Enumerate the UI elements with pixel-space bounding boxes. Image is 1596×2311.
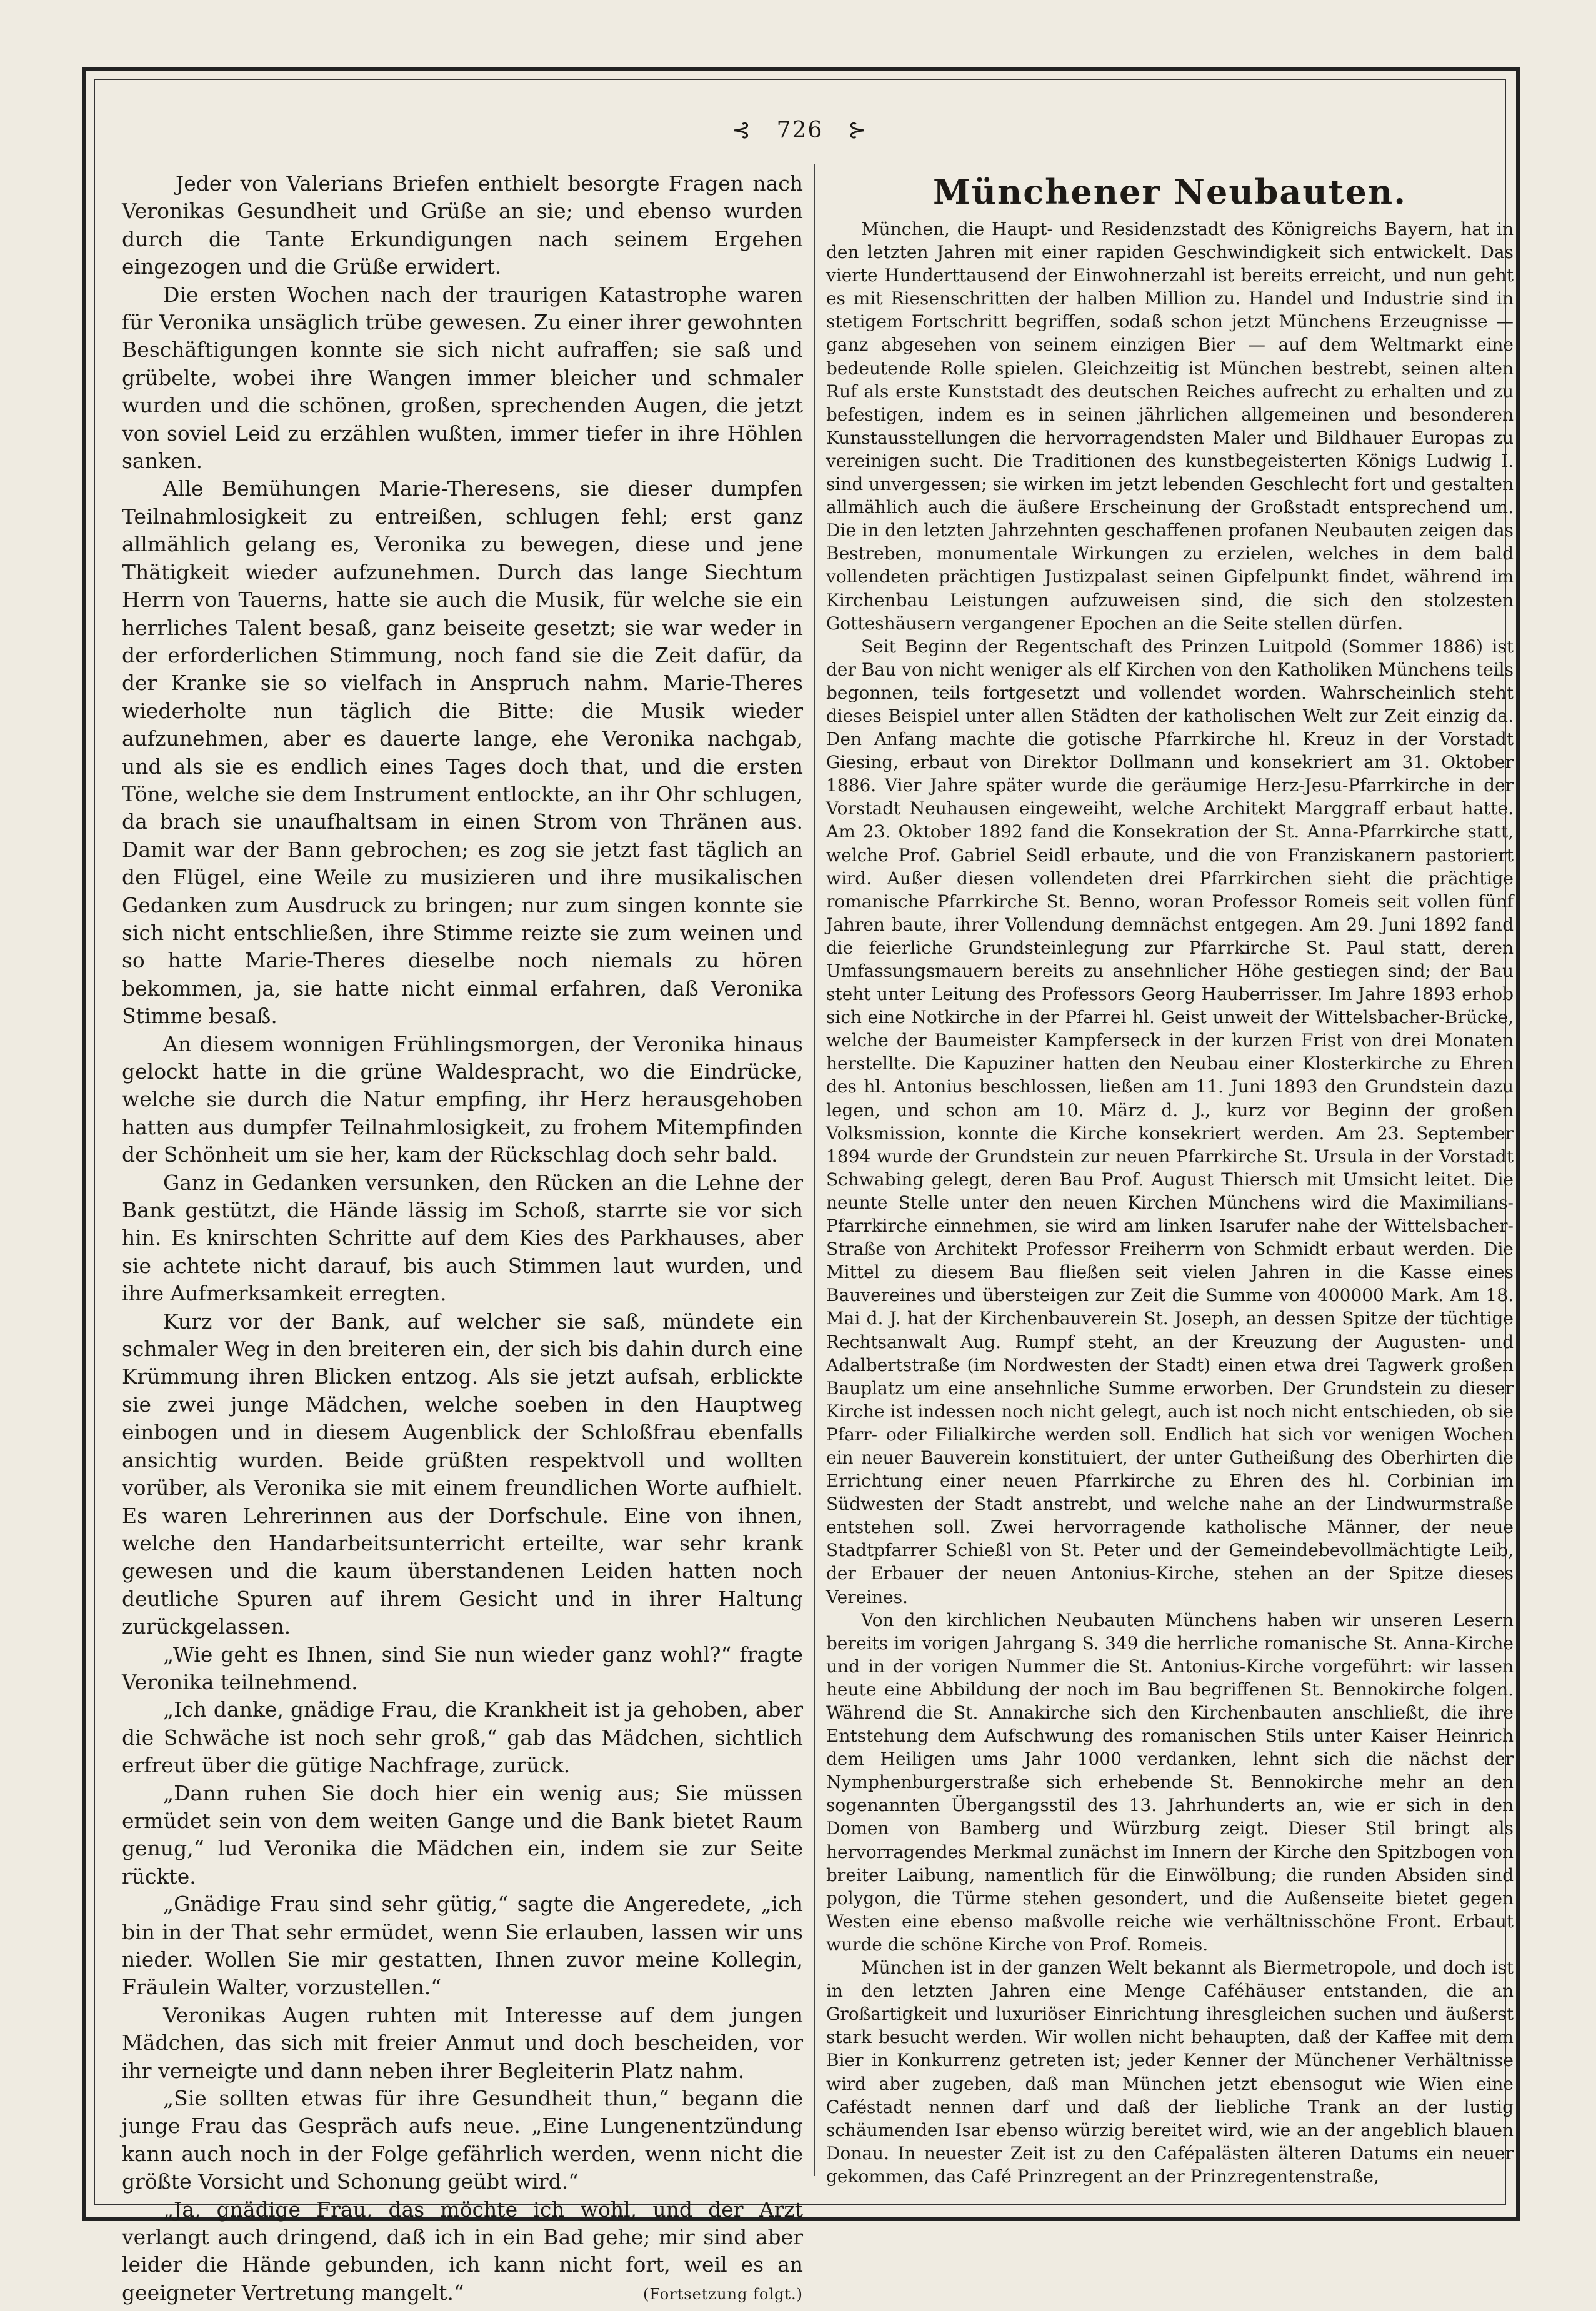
column-divider — [814, 164, 815, 2176]
article-title: Münchener Neubauten. — [932, 172, 1407, 212]
page-number-header — [719, 117, 881, 143]
story-paragraph — [122, 2196, 803, 2307]
story-paragraph: Kurz vor der Bank, auf welcher sie saß, mündete ein schmaler Weg in den breiteren ein, der sich bis dahin durch eine Krümmung ihren Blicken entzog. Als sie jetzt aufsah, erblickte sie zwei junge Mädchen, welche soeben in den Hauptweg einbogen und in diesem Augenblick der Schloßfrau ebenfalls ansichtig wurden. Beide grüßten respektvoll und wollten vorüber, als Veronika sie mit einem freundlichen Worte aufhielt. Es waren Lehrerinnen aus der Dorfschule. Eine von ihnen, welche den Handarbeitsunterricht erteilte, war sehr krank gewesen und die kaum überstandenen Leiden hatten noch deutliche Spuren auf ihrem Gesicht und in ihrer Haltung zurückgelassen. — [122, 1309, 803, 1639]
story-paragraph: „Sie sollten etwas für ihre Gesundheit thun,“ begann die junge Frau das Gespräch aufs neue. „Eine Lungenentzündung kann auch noch in der Folge gefährlich werden, wenn nicht die größte Vorsicht und Schonung geübt wird.“ — [122, 2086, 803, 2194]
right-column-article — [826, 170, 1514, 2187]
story-paragraph: Jeder von Valerians Briefen enthielt besorgte Fragen nach Veronikas Gesundheit und Grüße an sie; und ebenso wurden durch die Tante Erkundigungen nach seinem Ergehen eingezogen und die Grüße erwidert. — [122, 171, 803, 279]
story-paragraph: Ganz in Gedanken versunken, den Rücken an die Lehne der Bank gestützt, die Hände lässig im Schoß, starrte sie vor sich hin. Es knirschten Schritte auf dem Kies des Parkhauses, aber sie achtete nicht darauf, bis auch Stimmen laut wurden, und ihre Aufmerksamkeit erregten. — [122, 1170, 803, 1306]
story-paragraph: Veronikas Augen ruhten mit Interesse auf dem jungen Mädchen, das sich mit freier Anmut und doch bescheiden, vor ihr verneigte und dann neben ihrer Begleiterin Platz nahm. — [122, 2002, 803, 2083]
story-paragraph: An diesem wonnigen Frühlingsmorgen, der Veronika hinaus gelockt hatte in die grüne Waldespracht, wo die Eindrücke, welche sie durch die Natur empfing, ihr Herz herausgehoben hatten aus dumpfer Teilnahmlosigkeit, zu frohem Mitempfinden der Schönheit um sie her, kam der Rückschlag doch sehr bald. — [122, 1031, 803, 1167]
ornament-left: ⊰ — [732, 117, 752, 143]
article-paragraph: Von den kirchlichen Neubauten Münchens haben wir unseren Lesern bereits im vorigen Jahrgang S. 349 die herrliche romanische St. Anna-Kirche und in der vorigen Nummer die St. Antonius-Kirche vorgeführt: wir lassen heute eine Abbildung der noch im Bau begriffenen St. Bennokirche folgen. Während die St. Annakirche sich den Kirchenbauten anschließt, die ihre Entstehung dem Aufschwung des romanischen Stils unter Kaiser Heinrich dem Heiligen ums Jahr 1000 verdanken, lehnt sich die nächst der Nymphenburgerstraße sich erhebende St. Bennokirche mehr an den sogenannten Übergangsstil des 13. Jahrhunderts an, wie er sich in den Domen von Bamberg und Würzburg zeigt. Dieser Stil bringt als hervorragendes Merkmal zunächst im Innern der Kirche den Spitzbogen von breiter Laibung, namentlich für die Einwölbung; die runden Absiden sind polygon, die Türme stehen gesondert, und die Außenseite bietet gegen Westen eine ebenso maßvolle reiche wie verhältnisschöne Front. Erbaut wurde die schöne Kirche von Prof. Romeis. — [826, 1609, 1514, 1955]
story-paragraph-text: „Ja, gnädige Frau, das möchte ich wohl, und der Arzt verlangt auch dringend, daß ich in ein Bad gehe; mir sind aber leider die Hände gebunden, ich kann nicht fort, weil es an geeigneter Vertretung mangelt.“ — [122, 2197, 803, 2305]
page-number: 726 — [776, 117, 824, 143]
story-paragraph: „Dann ruhen Sie doch hier ein wenig aus; Sie müssen ermüdet sein von dem weiten Gange und die Bank bietet Raum genug,“ lud Veronika die Mädchen ein, indem sie zur Seite rückte. — [122, 1780, 803, 1889]
article-paragraph: München, die Haupt- und Residenzstadt des Königreichs Bayern, hat in den letzten Jahren mit einer rapiden Geschwindigkeit sich entwickelt. Das vierte Hunderttausend der Einwohnerzahl ist bereits erreicht, und nun geht es mit Riesenschritten der halben Million zu. Handel und Industrie sind in stetigem Fortschritt begriffen, sodaß schon jetzt Münchens Erzeugnisse — ganz abgesehen von seinem einzigen Bier — auf dem Weltmarkt eine bedeutende Rolle spielen. Gleichzeitig ist München bestrebt, seinen alten Ruf als erste Kunststadt des deutschen Reiches aufrecht zu erhalten und zu befestigen, indem es in seinen jährlichen allgemeinen und besonderen Kunstausstellungen die hervorragendsten Maler und Bildhauer Europas zu vereinigen sucht. Die Traditionen des kunstbegeisterten Königs Ludwig I. sind unvergessen; sie wirken im jetzt lebenden Geschlecht fort und gestalten allmählich auch die äußere Erscheinung der Großstadt entsprechend um. Die in den letzten Jahrzehnten geschaffenen profanen Neubauten zeigen das Bestreben, monumentale Wirkungen zu erzielen, welches in dem bald vollendeten prächtigen Justizpalast seinen Gipfelpunkt findet, während im Kirchenbau Leistungen aufzuweisen sind, die sich den stolzesten Gotteshäusern vergangener Epochen an die Seite stellen dürfen. — [826, 219, 1514, 634]
article-paragraph: Seit Beginn der Regentschaft des Prinzen Luitpold (Sommer 1886) ist der Bau von nicht weniger als elf Kirchen von den Katholiken Münchens teils begonnen, teils fortgesetzt und vollendet worden. Wahrscheinlich steht dieses Beispiel unter allen Städten der katholischen Welt zur Zeit einzig da. Den Anfang machte die gotische Pfarrkirche hl. Kreuz in der Vorstadt Giesing, erbaut von Direktor Dollmann und konsekriert am 31. Oktober 1886. Vier Jahre später wurde die geräumige Herz-Jesu-Pfarrkirche in der Vorstadt Neuhausen eingeweiht, welche Architekt Marggraff erbaut hatte. Am 23. Oktober 1892 fand die Konsekration der St. Anna-Pfarrkirche statt, welche Prof. Gabriel Seidl erbaute, und die von Franziskanern pastoriert wird. Außer diesen vollendeten drei Pfarrkirchen sieht die prächtige romanische Pfarrkirche St. Benno, woran Professor Romeis seit vollen fünf Jahren baute, ihrer Vollendung demnächst entgegen. Am 29. Juni 1892 fand die feierliche Grundsteinlegung zur Pfarrkirche St. Paul statt, deren Umfassungsmauern bereits zu ansehnlicher Höhe gestiegen sind; der Bau steht unter Leitung des Professors Georg Hauberrisser. Im Jahre 1893 erhob sich eine Notkirche in der Pfarrei hl. Geist unweit der Wittelsbacher-Brücke, welche der Baumeister Kampferseck in der kurzen Frist von drei Monaten herstellte. Die Kapuziner hatten den Neubau einer Klosterkirche zu Ehren des hl. Antonius beschlossen, ließen am 11. Juni 1893 den Grundstein dazu legen, und schon am 10. März d. J., kurz vor Beginn der großen Volksmission, konnte die Kirche konsekriert werden. Am 23. September 1894 wurde der Grundstein zur neuen Pfarrkirche St. Ursula in der Vorstadt Schwabing gelegt, deren Bau Prof. August Thiersch mit Umsicht leitet. Die neunte Stelle unter den neuen Kirchen Münchens wird die Maximilians-Pfarrkirche einnehmen, sie wird am linken Isarufer nahe der Wittelsbacher-Straße von Architekt Professor Freiherrn von Schmidt erbaut werden. Die Mittel zu diesem Bau fließen seit vielen Jahren in die Kasse eines Bauvereines und übersteigen zur Zeit die Summe von 400000 Mark. Am 18. Mai d. J. hat der Kirchenbauverein St. Joseph, an dessen Spitze der tüchtige Rechtsanwalt Aug. Rumpf steht, an der Kreuzung der Augusten- und Adalbertstraße (im Nordwesten der Stadt) einen etwa drei Tagwerk großen Bauplatz um eine ansehnliche Summe erworben. Der Grundstein zu dieser Kirche ist indessen noch nicht gelegt, auch ist noch nicht entschieden, ob sie Pfarr- oder Filialkirche werden soll. Endlich hat sich vor wenigen Wochen ein neuer Bauverein konstituiert, der unter Gutheißung des Oberhirten die Errichtung einer neuen Pfarrkirche zu Ehren des hl. Corbinian im Südwesten der Stadt anstrebt, und welche nahe an der Lindwurmstraße entstehen soll. Zwei hervorragende katholische Männer, der neue Stadtpfarrer Schießl von St. Peter und der Gemeindebevollmächtigte Leib, der Erbauer der neuen Antonius-Kirche, stehen an der Spitze dieses Vereines. — [826, 636, 1514, 1607]
ornament-right: ⊱ — [847, 117, 868, 143]
story-paragraph: „Wie geht es Ihnen, sind Sie nun wieder ganz wohl?“ fragte Veronika teilnehmend. — [122, 1642, 803, 1694]
article-paragraph: München ist in der ganzen Welt bekannt als Biermetropole, und doch ist in den letzten Jahren eine Menge Caféhäuser entstanden, die an Großartigkeit und luxuriöser Einrichtung ihresgleichen suchen und äußerst stark besucht werden. Wir wollen nicht behaupten, daß der Kaffee mit dem Bier in Konkurrenz getreten ist; jeder Kenner der Münchener Verhältnisse wird aber zugeben, daß man München jetzt ebensogut wie Wien eine Caféstadt nennen darf und daß der liebliche Trank an der lustig schäumenden Isar ebenso würzig bereitet wird, wie an der angeblich blauen Donau. In neuester Zeit ist zu den Cafépalästen älteren Datums ein neuer gekommen, das Café Prinzregent an der Prinzregentenstraße, — [826, 1957, 1514, 2187]
story-paragraph: Die ersten Wochen nach der traurigen Katastrophe waren für Veronika unsäglich trübe gewesen. Zu einer ihrer gewohnten Beschäftigungen konnte sie sich nicht aufraffen; sie saß und grübelte, wobei ihre Wangen immer bleicher und schmaler wurden und die schönen, großen, sprechenden Augen, die jetzt von soviel Leid zu erzählen wußten, immer tiefer in ihre Höhlen sanken. — [122, 282, 803, 474]
left-column-story — [122, 170, 803, 2305]
story-paragraph: Alle Bemühungen Marie-Theresens, sie dieser dumpfen Teilnahmlosigkeit zu entreißen, schlugen fehl; erst ganz allmählich gelang es, Veronika zu bewegen, diese und jene Thätigkeit wieder aufzunehmen. Durch das lange Siechtum Herrn von Tauerns, hatte sie auch die Musik, für welche sie ein herrliches Talent besaß, ganz beiseite gesetzt; sie war weder in der erforderlichen Stimmung, noch fand sie die Zeit dafür, da der Kranke sie so vielfach in Anspruch nahm. Marie-Theres wiederholte nun täglich die Bitte: die Musik wieder aufzunehmen, aber es dauerte lange, ehe Veronika nachgab, und als sie es endlich eines Tages doch that, und die ersten Töne, welche sie dem Instrument entlockte, an ihr Ohr schlugen, da brach sie unaufhaltsam in einen Strom von Thränen aus. Damit war der Bann gebrochen; es zog sie jetzt fast täglich an den Flügel, eine Weile zu musizieren und ihre musikalischen Gedanken zum Ausdruck zu bringen; nur zum singen konnte sie sich nicht entschließen, ihre Stimme reizte sie zum weinen und so hatte Marie-Theres dieselbe noch niemals zu hören bekommen, ja, sie hatte nicht einmal erfahren, daß Veronika Stimme besaß. — [122, 476, 803, 1029]
story-paragraph: „Gnädige Frau sind sehr gütig,“ sagte die Angeredete, „ich bin in der That sehr ermüdet, wenn Sie erlauben, lassen wir uns nieder. Wollen Sie mir gestatten, Ihnen zuvor meine Kollegin, Fräulein Walter, vorzustellen.“ — [122, 1892, 803, 2000]
continuation-note: (Fortsetzung folgt.) — [643, 2285, 803, 2303]
story-paragraph: „Ich danke, gnädige Frau, die Krankheit ist ja gehoben, aber die Schwäche ist noch sehr groß,“ gab das Mädchen, sichtlich erfreut über die gütige Nachfrage, zurück. — [122, 1697, 803, 1778]
